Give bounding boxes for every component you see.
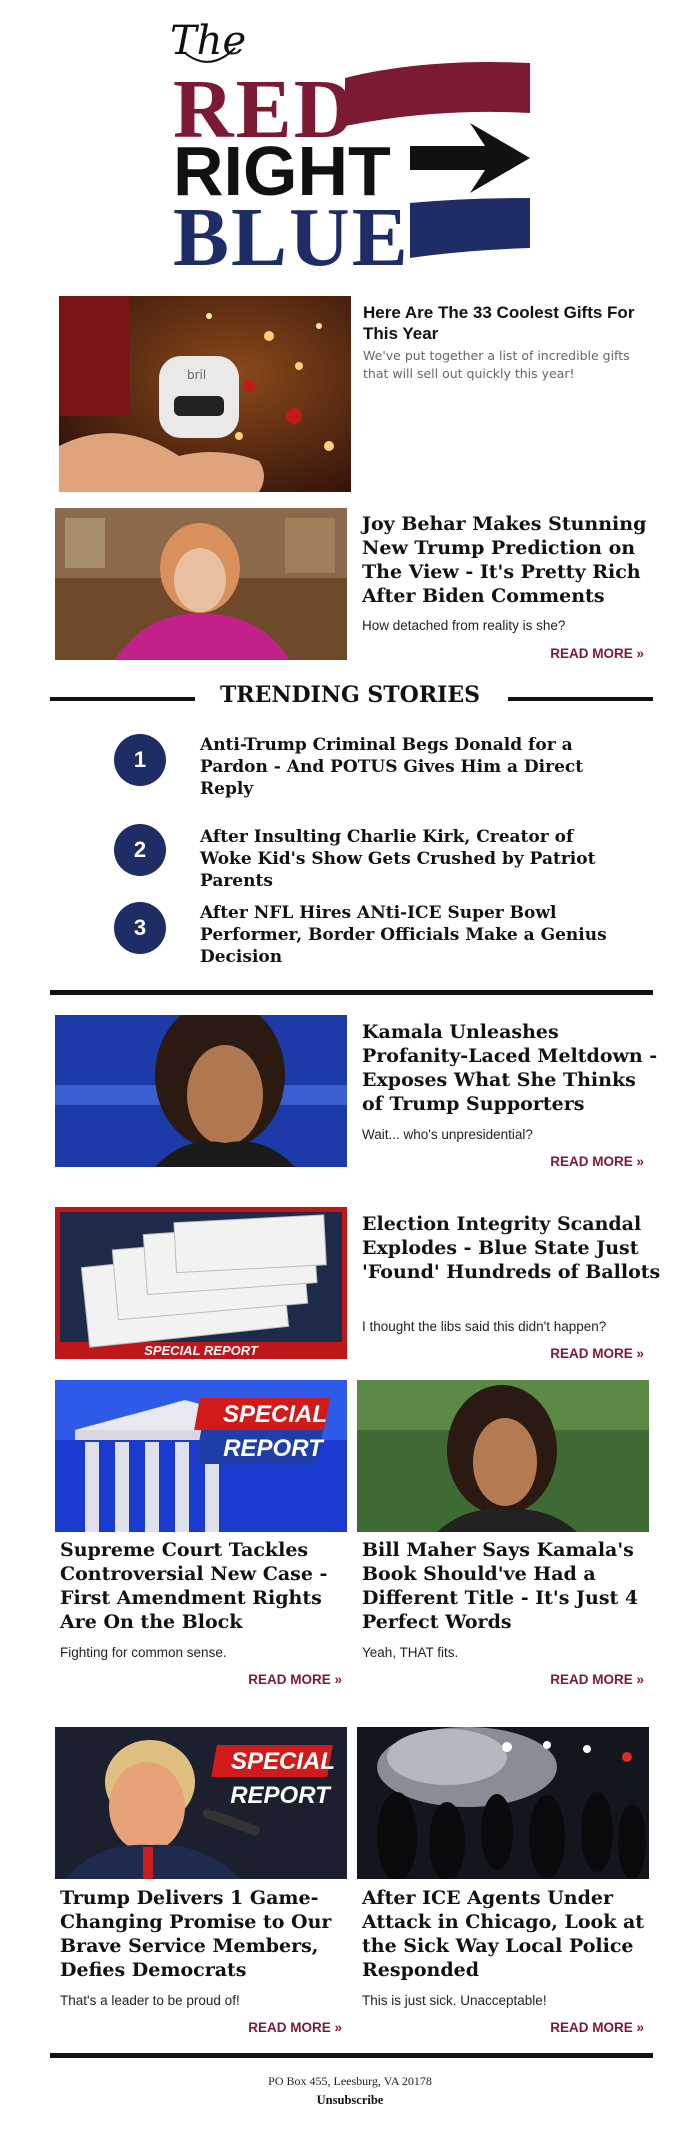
logo-arrow-icon bbox=[410, 123, 530, 193]
feature-read-more[interactable]: READ MORE » bbox=[550, 646, 644, 661]
news-photo bbox=[55, 1015, 347, 1167]
grid1-right-title-link[interactable]: Bill Maher Says Kamala's Book Should've Had a Different Title - It's Just 4 Perfect Words bbox=[362, 1539, 639, 1633]
logo-the: The bbox=[170, 18, 247, 64]
trending-number-3: 3 bbox=[114, 902, 166, 954]
device-label: bril bbox=[187, 368, 207, 382]
logo-red-stripe bbox=[345, 62, 530, 126]
protest-photo bbox=[357, 1727, 649, 1879]
article-1-image[interactable] bbox=[55, 1015, 347, 1167]
feature-description: How detached from reality is she? bbox=[362, 618, 566, 633]
trending-number-1: 1 bbox=[114, 734, 166, 786]
grid2-left-image[interactable] bbox=[55, 1727, 347, 1879]
grid2-right-description: This is just sick. Unacceptable! bbox=[362, 1993, 547, 2008]
article-2-title-link[interactable]: Election Integrity Scandal Explodes - Blue State Just 'Found' Hundreds of Ballots bbox=[362, 1213, 661, 1283]
grid2-left-title-link[interactable]: Trump Delivers 1 Game-Changing Promise to Our Brave Service Members, Defies Democrats bbox=[60, 1887, 332, 1981]
logo-word-blue: BLUE bbox=[173, 191, 410, 284]
badge-special: SPECIAL bbox=[222, 1401, 328, 1428]
feature-image[interactable] bbox=[55, 508, 347, 660]
badge-special: SPECIAL bbox=[230, 1748, 336, 1775]
grid2-left-description: That's a leader to be proud of! bbox=[60, 1993, 240, 2008]
grid1-left-read-more[interactable]: READ MORE » bbox=[248, 1672, 342, 1687]
feature-title-link[interactable]: Joy Behar Makes Stunning New Trump Prediction on The View - It's Pretty Rich After Biden Comments bbox=[362, 513, 647, 607]
article-2-image[interactable] bbox=[55, 1207, 347, 1359]
badge-report: REPORT bbox=[223, 1435, 323, 1462]
ad-title-link[interactable]: Here Are The 33 Coolest Gifts For This Year bbox=[363, 303, 635, 343]
special-report-banner: SPECIAL REPORT bbox=[144, 1343, 258, 1358]
ad-image[interactable] bbox=[59, 296, 351, 492]
grid1-right-image[interactable] bbox=[357, 1380, 649, 1532]
article-1-title-link[interactable]: Kamala Unleashes Profanity-Laced Meltdown - Exposes What She Thinks of Trump Supporters bbox=[362, 1021, 658, 1115]
grid1-left-description: Fighting for common sense. bbox=[60, 1645, 227, 1660]
grid2-right-title-link[interactable]: After ICE Agents Under Attack in Chicago, Look at the Sick Way Local Police Responded bbox=[362, 1887, 645, 1981]
article-2-description: I thought the libs said this didn't happen? bbox=[362, 1319, 607, 1334]
trump-photo bbox=[55, 1727, 347, 1879]
article-2-read-more[interactable]: READ MORE » bbox=[550, 1346, 644, 1361]
badge-report: REPORT bbox=[230, 1782, 330, 1809]
grid1-right-read-more[interactable]: READ MORE » bbox=[550, 1672, 644, 1687]
trending-number-2: 2 bbox=[114, 824, 166, 876]
article-1-description: Wait... who's unpresidential? bbox=[362, 1127, 533, 1142]
grid2-left-read-more[interactable]: READ MORE » bbox=[248, 2020, 342, 2035]
logo-blue-stripe bbox=[410, 198, 530, 258]
article-1-read-more[interactable]: READ MORE » bbox=[550, 1154, 644, 1169]
footer-address: PO Box 455, Leesburg, VA 20178 bbox=[268, 2074, 432, 2088]
news-photo bbox=[55, 508, 347, 660]
ad-description: We've put together a list of incredible gifts that will sell out quickly this year! bbox=[363, 348, 630, 381]
unsubscribe-link[interactable]: Unsubscribe bbox=[316, 2093, 384, 2107]
trending-heading: TRENDING STORIES bbox=[219, 682, 481, 708]
gift-device-image bbox=[59, 296, 351, 492]
footer-rule bbox=[50, 2053, 653, 2058]
grid2-right-read-more[interactable]: READ MORE » bbox=[550, 2020, 644, 2035]
grid1-right-description: Yeah, THAT fits. bbox=[362, 1645, 459, 1660]
trending-rule-bottom bbox=[50, 990, 653, 995]
grid1-left-image[interactable] bbox=[55, 1380, 347, 1532]
logo-word-red: RED bbox=[173, 63, 357, 156]
grid1-left-title-link[interactable]: Supreme Court Tackles Controversial New Case - First Amendment Rights Are On the Block bbox=[60, 1539, 328, 1633]
supreme-court-photo bbox=[55, 1380, 347, 1532]
logo-word-right: RIGHT bbox=[173, 132, 391, 210]
ballot-photo bbox=[55, 1207, 347, 1359]
trending-item-2-link[interactable]: After Insulting Charlie Kirk, Creator of Woke Kid's Show Gets Crushed by Patriot Parents bbox=[200, 827, 596, 891]
trending-item-3-link[interactable]: After NFL Hires ANti-ICE Super Bowl Performer, Border Officials Make a Genius Decision bbox=[200, 903, 607, 967]
trending-item-1-link[interactable]: Anti-Trump Criminal Begs Donald for a Pardon - And POTUS Gives Him a Direct Reply bbox=[200, 735, 584, 799]
news-photo bbox=[357, 1380, 649, 1532]
grid2-right-image[interactable] bbox=[357, 1727, 649, 1879]
brand-logo[interactable] bbox=[165, 18, 545, 284]
